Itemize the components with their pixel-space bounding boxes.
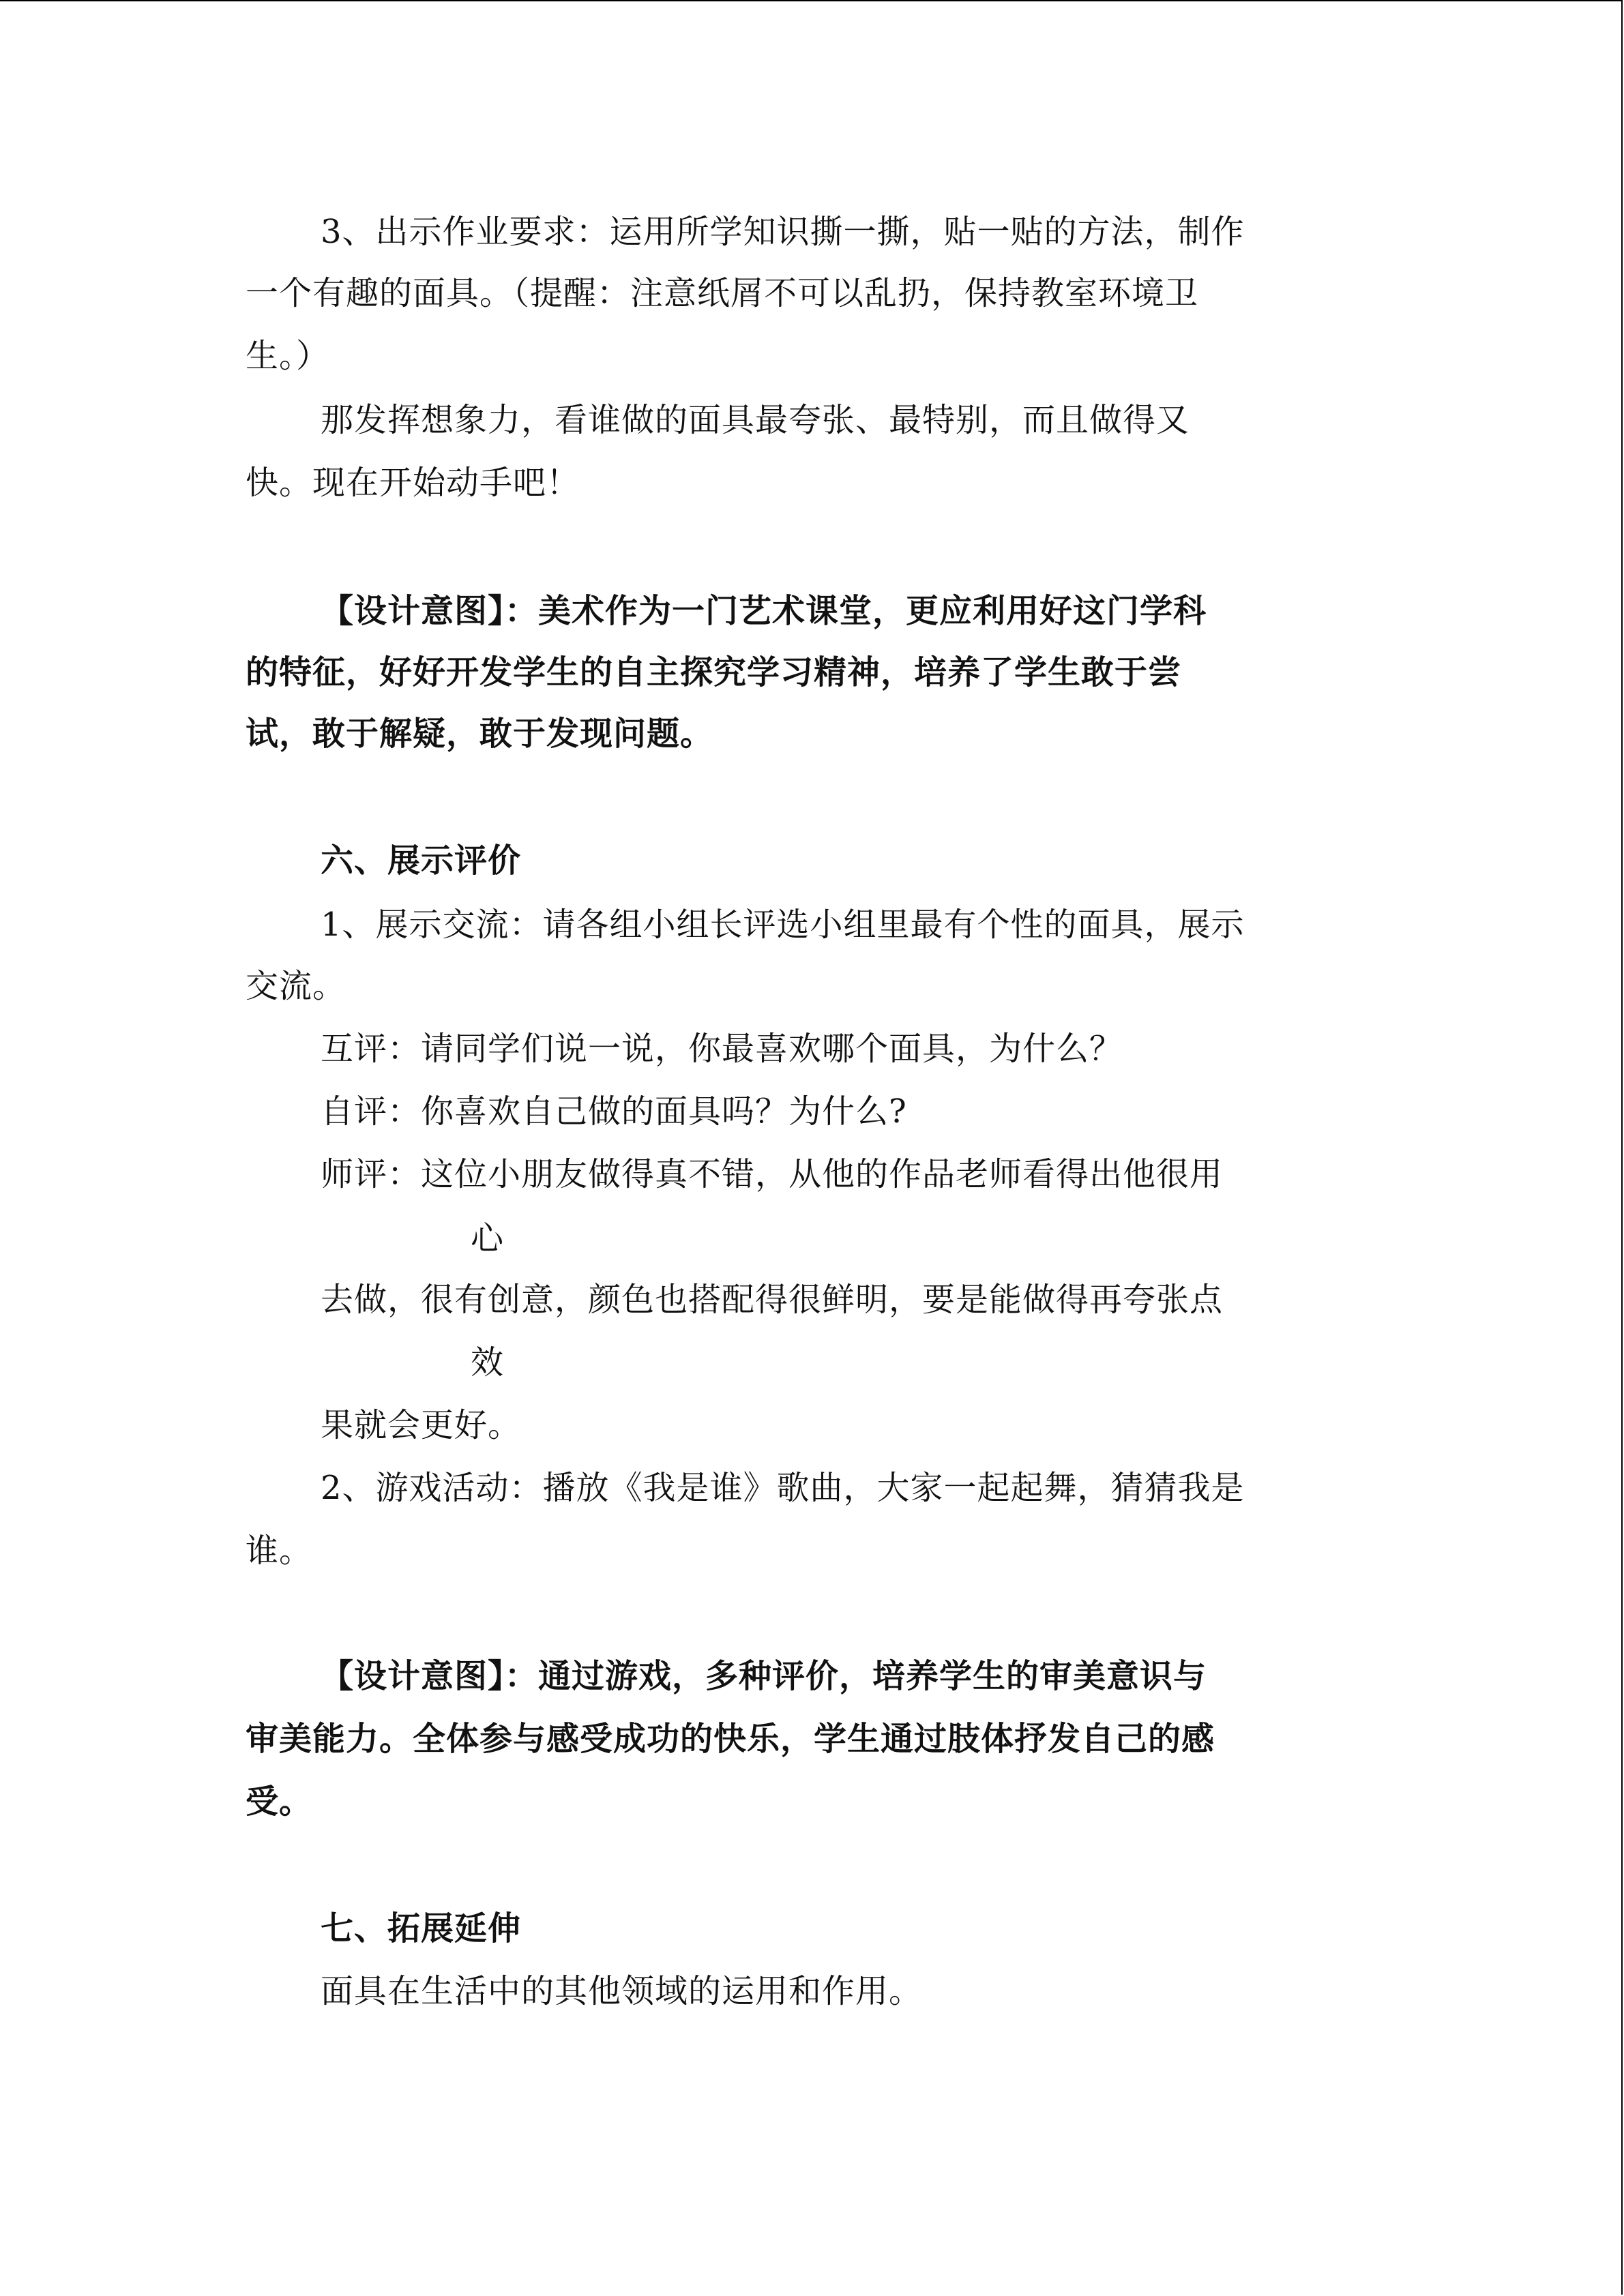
paragraph-line: 效 xyxy=(471,1343,505,1382)
design-intent-line: 【设计意图】：通过游戏，多种评价，培养学生的审美意识与 xyxy=(321,1657,1207,1695)
design-intent-line: 审美能力。全体参与感受成功的快乐，学生通过肢体抒发自己的感 xyxy=(246,1720,1215,1758)
section-heading: 七、拓展延伸 xyxy=(321,1909,522,1948)
paragraph-line: 谁。 xyxy=(246,1532,313,1570)
section-heading: 六、展示评价 xyxy=(321,841,522,880)
paragraph-line: 2、游戏活动：播放《我是谁》歌曲，大家一起起舞，猜猜我是 xyxy=(321,1469,1245,1507)
paragraph-line: 3、出示作业要求：运用所学知识撕一撕，贴一贴的方法，制作 xyxy=(321,213,1245,251)
paragraph-line: 心 xyxy=(471,1219,505,1257)
paragraph-line: 交流。 xyxy=(246,967,346,1005)
paragraph-line: 师评：这位小朋友做得真不错，从他的作品老师看得出他很用 xyxy=(321,1155,1224,1193)
paragraph-line: 一个有趣的面具。（提醒：注意纸屑不可以乱扔，保持教室环境卫 xyxy=(246,274,1199,312)
paragraph-line: 快。现在开始动手吧！ xyxy=(246,464,580,502)
paragraph-line: 面具在生活中的其他领域的运用和作用。 xyxy=(321,1972,923,2010)
paragraph-line: 去做，很有创意，颜色也搭配得很鲜明，要是能做得再夸张点 xyxy=(321,1281,1224,1319)
design-intent-line: 【设计意图】：美术作为一门艺术课堂，更应利用好这门学科 xyxy=(321,592,1207,630)
paragraph-line: 生。） xyxy=(246,337,330,375)
design-intent-line: 受。 xyxy=(246,1783,313,1821)
paragraph-line: 果就会更好。 xyxy=(321,1406,522,1444)
design-intent-line: 的特征，好好开发学生的自主探究学习精神，培养了学生敢于尝 xyxy=(246,653,1182,691)
paragraph-line: 1、展示交流：请各组小组长评选小组里最有个性的面具，展示 xyxy=(321,906,1245,944)
paragraph-line: 那发挥想象力，看谁做的面具最夸张、最特别，而且做得又 xyxy=(321,401,1190,439)
paragraph-line: 自评：你喜欢自己做的面具吗？为什么? xyxy=(321,1092,907,1131)
paragraph-line: 互评：请同学们说一说，你最喜欢哪个面具，为什么？ xyxy=(321,1030,1123,1068)
design-intent-line: 试，敢于解疑，敢于发现问题。 xyxy=(246,715,714,753)
